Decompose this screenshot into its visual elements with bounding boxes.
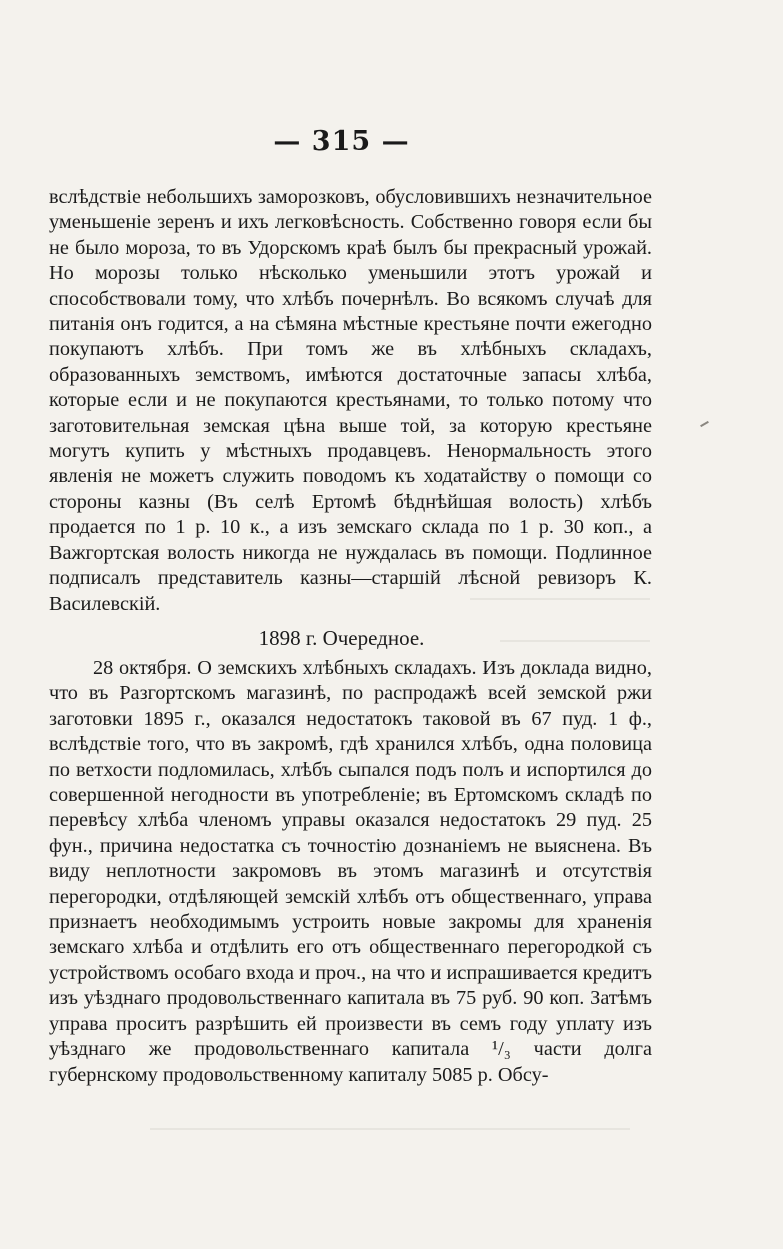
paragraph: вслѣдствіе небольшихъ заморозковъ, обусловившихъ незначительное уменьшеніе зеренъ и ихъ легковѣсность. Собственно говоря если бы не было мороза, то въ Удорскомъ краѣ былъ бы прекрасный урожай. Но морозы только нѣсколько уменьшили этотъ урожай и способствовали тому, что хлѣбъ почернѣлъ. Во всякомъ случаѣ для питанія онъ годится, а на сѣмяна мѣстные крестьяне почти ежегодно покупаютъ хлѣбъ. При томъ же въ хлѣбныхъ складахъ, образованныхъ земствомъ, имѣются достаточные запасы хлѣба, которые если и не покупаются крестьянами, то только потому что заготовительная земская цѣна выше той, за которую крестьяне могутъ купить у мѣстныхъ продавцевъ. Ненормальность этого явленія не можетъ служить поводомъ къ ходатайству о помощи со стороны казны (Въ селѣ Ертомѣ бѣднѣйшая волость) хлѣбъ продается по 1 р. 10 к., а изъ земскаго склада по 1 р. 30 коп., а Важгортская волость никогда не нуждалась въ помощи. Подлинное подписалъ представитель казны—старшій лѣсной ревизоръ К. Василевскій. [49, 186, 652, 615]
text-block-bottom [49, 656, 652, 1088]
text-block-top [49, 185, 652, 617]
section-heading: 1898 г. Очередное. [258, 626, 425, 650]
page-number: — 315 — [273, 126, 410, 157]
paragraph: 28 октября. О земскихъ хлѣбныхъ складахъ. Изъ доклада видно, что въ Разгортскомъ магазинѣ, по распродажѣ всей земской ржи заготовки 1895 г., оказался недостатокъ таковой въ 67 пуд. 1 ф., вслѣдствіе того, что въ закромѣ, гдѣ хранился хлѣбъ, одна половица по ветхости подломилась, хлѣбъ сыпался подъ полъ и испортился до совершенной негодности въ употребленіе; въ Ертомскомъ складѣ по перевѣсу хлѣба членомъ управы оказался недостатокъ 29 пуд. 25 фун., причина недостатка съ точностію дознаніемъ не выяснена. Въ виду неплотности закромовъ въ этомъ магазинѣ и отсутствія перегородки, отдѣляющей земскій хлѣбъ отъ общественнаго, управа признаетъ необходимымъ устроить новые закромы для храненія земскаго хлѣба и отдѣлить его отъ общественнаго перегородкой съ устройствомъ особаго входа и проч., на что и испрашивается кредитъ изъ уѣзднаго продовольственнаго капитала въ 75 руб. 90 коп. Затѣмъ управа проситъ разрѣшить ей произвести въ семъ году уплату изъ уѣзднаго же продовольственнаго капитала ¹/₃ части долга губернскому продовольственному капиталу 5085 р. Обсу- [49, 657, 652, 1086]
